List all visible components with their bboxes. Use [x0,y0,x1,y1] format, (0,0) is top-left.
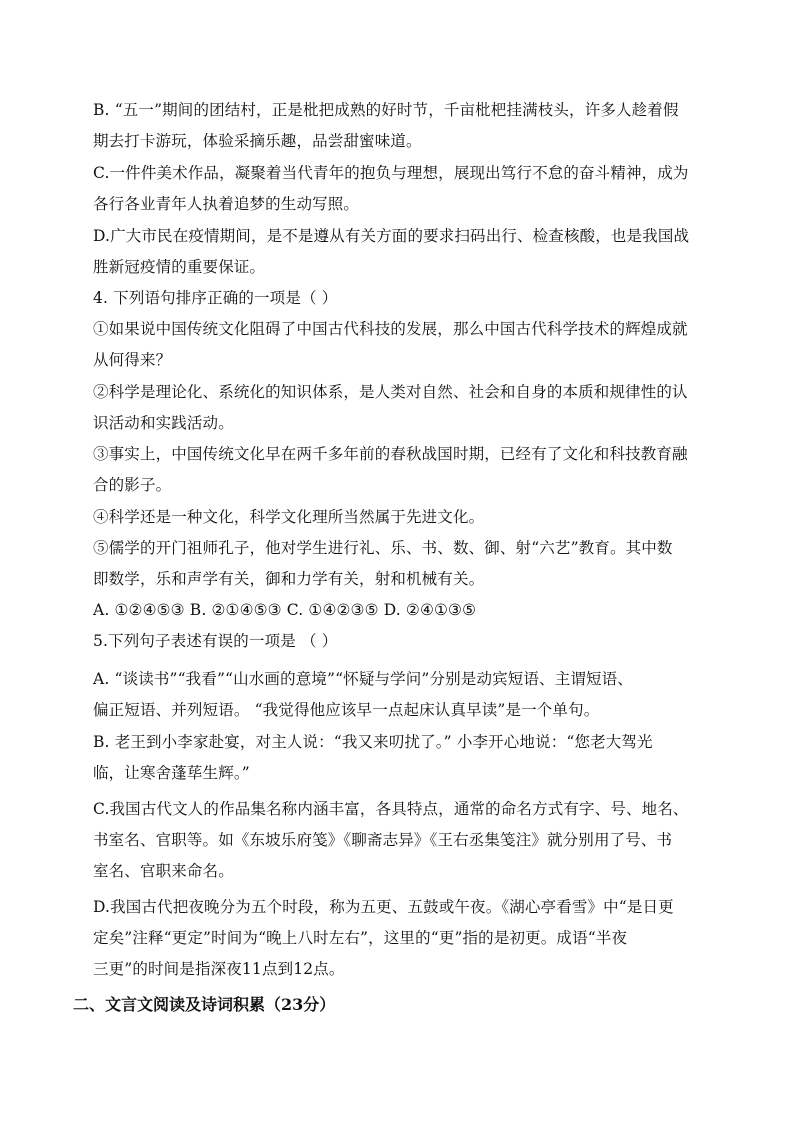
q3-option-b-line-2: 期去打卡游玩，体验采摘乐趣，品尝甜蜜味道。 [93,132,422,150]
q5-option-b-line-2: 临，让寒舍蓬荜生辉。” [93,764,250,782]
q5-option-d-line-3: 三更”的时间是指深夜11点到12点。 [93,960,345,978]
q3-option-d-line-2: 胜新冠疫情的重要保证。 [93,258,266,276]
q5-option-a-line-2: 偏正短语、并列短语。 “我觉得他应该早一点起床认真早读”是一个单句。 [93,701,600,719]
q5-option-a-line-1: A. “谈读书”“我看”“山水画的意境”“怀疑与学问”分别是动宾短语、主谓短语、 [93,670,633,688]
q4-sentence-1-line-1: ①如果说中国传统文化阻碍了中国古代科技的发展，那么中国古代科学技术的辉煌成就 [93,320,688,338]
q3-option-c-line-1: C.一件件美术作品，凝聚着当代青年的抱负与理想，展现出笃行不怠的奋斗精神，成为 [93,164,689,182]
q4-sentence-5-line-2: 即数学，乐和声学有关，御和力学有关，射和机械有关。 [93,570,485,588]
q4-sentence-1-line-2: 从何得来？ [93,351,172,369]
q4-sentence-5-line-1: ⑤儒学的开门祖师孔子，他对学生进行礼、乐、书、数、御、射“六艺”教育。其中数 [93,539,673,557]
q4-sentence-2-line-2: 识活动和实践活动。 [93,414,234,432]
q4-sentence-4: ④科学还是一种文化，科学文化理所当然属于先进文化。 [93,508,485,526]
q5-option-c-line-1: C.我国古代文人的作品集名称内涵丰富，各具特点，通常的命名方式有字、号、地名、 [93,800,689,818]
q5-stem: 5.下列句子表述有误的一项是 （ ） [93,632,338,650]
q5-option-b-line-1: B. 老王到小李家赴宴，对主人说：“我又来叨扰了。” 小李开心地说：“您老大驾光 [93,733,653,751]
q4-sentence-3-line-2: 合的影子。 [93,476,172,494]
q3-option-c-line-2: 各行各业青年人执着追梦的生动写照。 [93,195,360,213]
q5-option-d-line-1: D.我国古代把夜晚分为五个时段，称为五更、五鼓或午夜。《湖心亭看雪》中“是日更 [93,898,674,916]
q4-stem: 4. 下列语句排序正确的一项是（ ） [93,289,338,307]
q4-sentence-3-line-1: ③事实上，中国传统文化早在两千多年前的春秋战国时期，已经有了文化和科技教育融 [93,445,688,463]
q3-option-b-line-1: B. “五一”期间的团结村，正是枇把成熟的好时节，千亩枇杷挂满枝头，许多人趁着假 [93,101,679,119]
section-heading: 二、文言文阅读及诗词积累（23分） [73,995,336,1014]
q5-option-c-line-2: 书室名、官职等。如《东坡乐府笺》《聊斋志异》《王右丞集笺注》就分别用了号、书 [93,831,673,849]
q5-option-c-line-3: 室名、官职来命名。 [93,862,234,880]
q4-options: A. ①②④⑤③ B. ②①④⑤③ C. ①④②③⑤ D. ②④①③⑤ [93,601,477,619]
q5-option-d-line-2: 定矣”注释“更定”时间为“晚上八时左右”，这里的“更”指的是初更。成语“半夜 [93,929,628,947]
q3-option-d-line-1: D.广大市民在疫情期间，是不是遵从有关方面的要求扫码出行、检查核酸，也是我国战 [93,227,690,245]
q4-sentence-2-line-1: ②科学是理论化、系统化的知识体系，是人类对自然、社会和自身的本质和规律性的认 [93,383,688,401]
